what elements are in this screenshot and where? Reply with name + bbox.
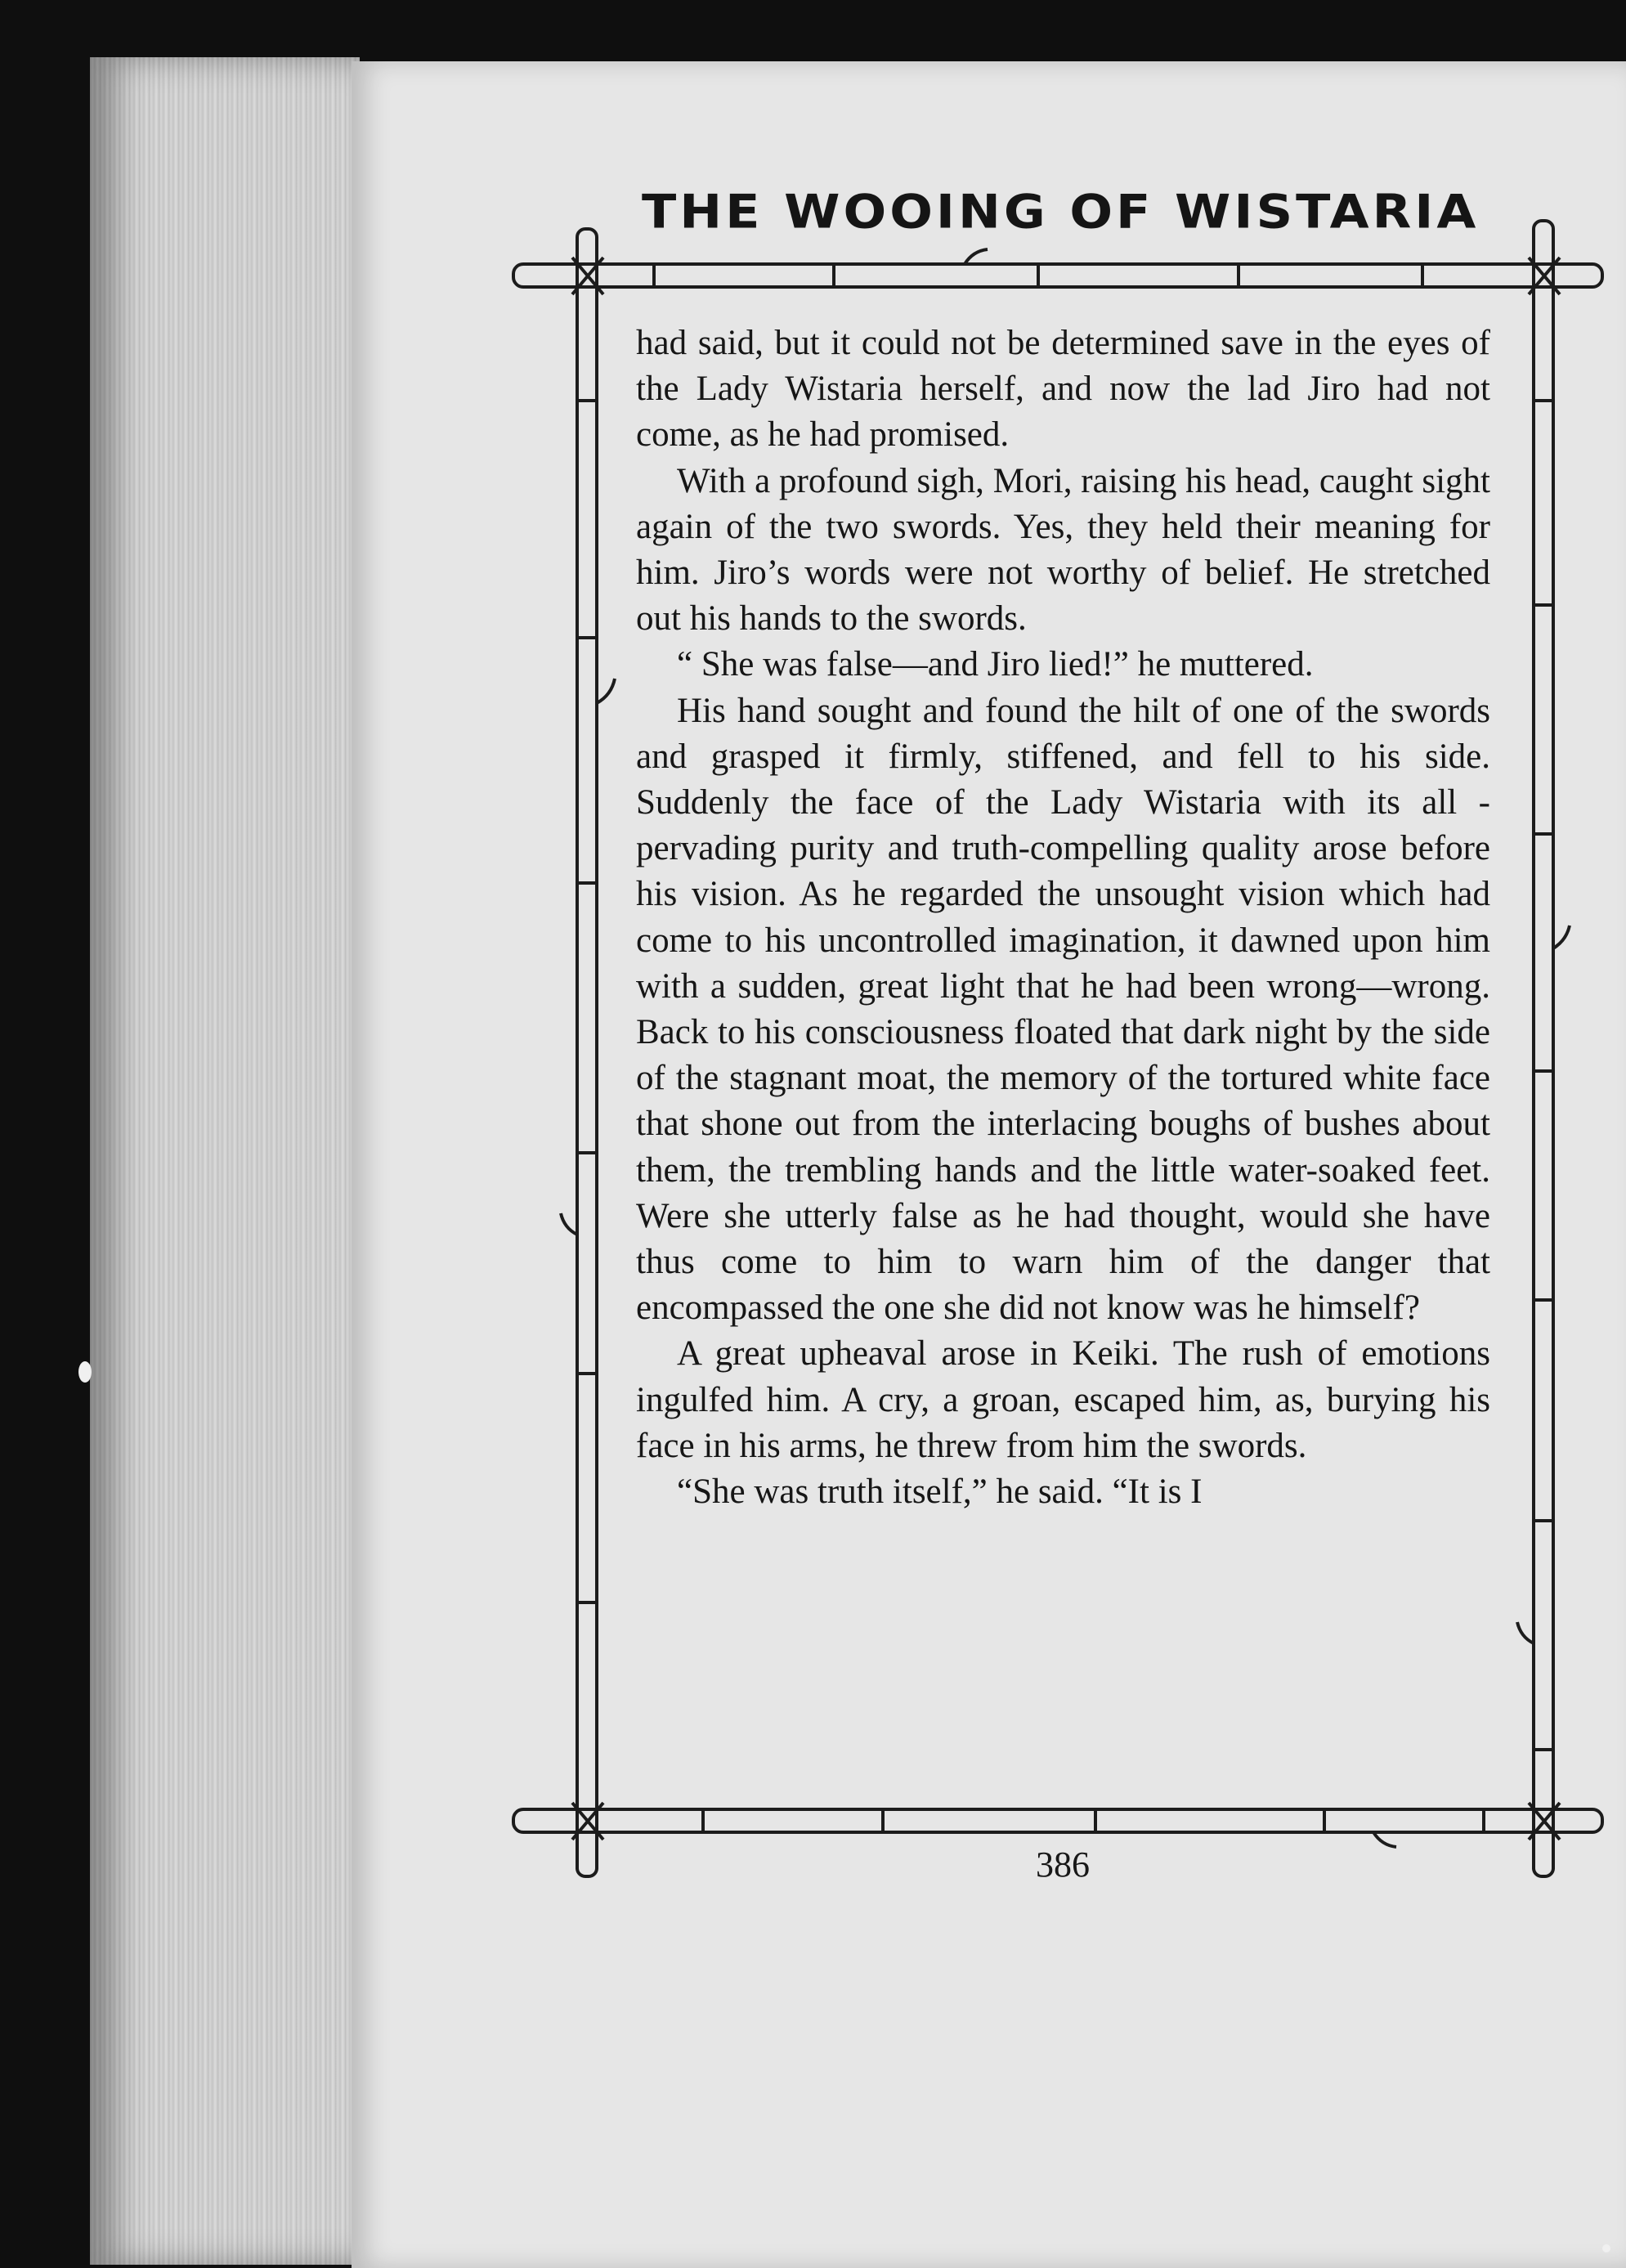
dust-speck — [78, 1361, 92, 1383]
book-page-edges — [90, 57, 360, 2265]
paragraph: “She was truth itself,” he said. “It is I — [677, 1472, 1203, 1512]
running-head: THE WOOING OF WISTARIA — [642, 184, 1480, 240]
body-text — [636, 320, 1490, 1515]
paragraph: had said, but it could not be determined save in the eyes of the Lady Wistaria herself, and now the lad Jiro had not come, as he had promised. — [636, 324, 1490, 455]
paragraph: With a profound sigh, Mori, raising his head, caught sight again of the two swords. Yes, they held their meaning for him. Jiro’s words were not worthy of belief. He stretched out his hands to the swords. — [636, 461, 1490, 639]
page-number: 386 — [1036, 1844, 1090, 1885]
dust-speck — [1602, 2244, 1610, 2252]
paragraph: “ She was false—and Jiro lied!” he muttered. — [677, 645, 1314, 684]
paragraph: His hand sought and found the hilt of one of the swords and grasped it firmly, stiffened, and fell to his side. Suddenly the face of the Lady Wistaria with its all - pervading purity and truth-compelling quality arose before his vision. As he regarded the unsought vision which had come to his uncontrolled imagination, it dawned upon him with a sudden, great light that he had been wrong—wrong. Back to his consciousness floated that dark night by the side of the stagnant moat, the memory of the tortured white face that shone out from the interlacing boughs of bushes about them, the trembling hands and the little water-soaked feet. Were she utterly false as he had thought, would she have thus come to him to warn him of the danger that encompassed the one she did not know was he himself? — [636, 691, 1490, 1328]
paragraph: A great upheaval arose in Keiki. The rush of emotions ingulfed him. A cry, a groan, escaped him, as, burying his face in his arms, he threw from him the swords. — [636, 1334, 1490, 1465]
